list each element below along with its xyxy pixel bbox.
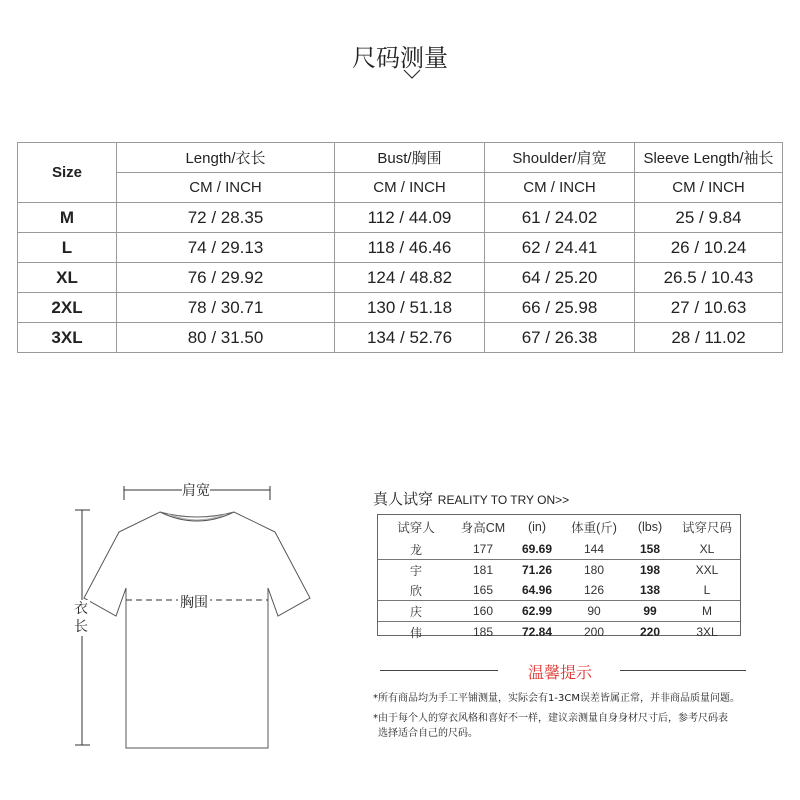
- tryon-table-box: [377, 514, 741, 640]
- unit-header: CM / INCH: [485, 173, 635, 203]
- column-header: Sleeve Length/袖长: [635, 143, 783, 173]
- size-cell: 2XL: [18, 293, 117, 323]
- table-cell: 126: [583, 583, 605, 597]
- table-cell: 66 / 25.98: [485, 293, 635, 323]
- table-row: [378, 580, 740, 601]
- chevron-down-icon: [402, 68, 422, 80]
- table-row: [18, 203, 783, 233]
- column-header: (lbs): [637, 520, 663, 534]
- table-cell: 76 / 29.92: [117, 263, 335, 293]
- table-cell: 64.96: [521, 583, 553, 597]
- table-cell: 200: [562, 622, 626, 643]
- table-cell: 庆: [378, 601, 454, 622]
- size-cell: XL: [18, 263, 117, 293]
- column-header: 试穿人: [397, 521, 435, 535]
- table-cell: 72 / 28.35: [117, 203, 335, 233]
- table-row: [18, 323, 783, 353]
- tip-note: 选择适合自己的尺码。: [378, 728, 478, 739]
- table-cell: L: [703, 583, 711, 597]
- table-cell: 28 / 11.02: [635, 323, 783, 353]
- table-cell: 62.99: [512, 601, 562, 622]
- table-cell: 144: [583, 542, 605, 556]
- size-cell: L: [18, 233, 117, 263]
- column-header: (in): [527, 520, 547, 534]
- tryon-table: [378, 515, 740, 642]
- table-cell: 138: [639, 583, 661, 597]
- column-header: Shoulder/肩宽: [485, 143, 635, 173]
- table-cell: 118 / 46.46: [335, 233, 485, 263]
- size-chart-table: [17, 142, 783, 353]
- table-cell: 62 / 24.41: [485, 233, 635, 263]
- column-header: Bust/胸围: [335, 143, 485, 173]
- table-cell: 伟: [378, 622, 454, 643]
- table-cell: 67 / 26.38: [485, 323, 635, 353]
- tryon-title: [373, 488, 569, 509]
- table-cell: 61 / 24.02: [485, 203, 635, 233]
- table-cell: 198: [626, 560, 674, 581]
- table-cell: 71.26: [512, 560, 562, 581]
- tryon-title-en: REALITY TO TRY ON>>: [437, 493, 570, 507]
- table-cell: M: [674, 601, 740, 622]
- table-cell: 112 / 44.09: [335, 203, 485, 233]
- table-cell: 160: [454, 601, 512, 622]
- table-cell: 158: [639, 542, 661, 556]
- shoulder-label: 肩宽: [182, 480, 210, 500]
- table-cell: 220: [626, 622, 674, 643]
- table-row: [378, 622, 740, 643]
- table-cell: XL: [699, 542, 715, 556]
- table-cell: 134 / 52.76: [335, 323, 485, 353]
- table-cell: 3XL: [674, 622, 740, 643]
- column-header: 体重(斤): [571, 521, 617, 535]
- size-header: Size: [18, 143, 117, 203]
- table-cell: 177: [472, 542, 494, 556]
- table-row: [18, 263, 783, 293]
- unit-header: CM / INCH: [117, 173, 335, 203]
- table-cell: 99: [626, 601, 674, 622]
- unit-header: CM / INCH: [635, 173, 783, 203]
- tip-note: *由于每个人的穿衣风格和喜好不一样，建议亲测量自身身材尺寸后，参考尺码表: [373, 713, 728, 724]
- table-cell: 64 / 25.20: [485, 263, 635, 293]
- table-cell: 130 / 51.18: [335, 293, 485, 323]
- size-cell: 3XL: [18, 323, 117, 353]
- bust-label: 胸围: [178, 592, 210, 612]
- table-cell: 80 / 31.50: [117, 323, 335, 353]
- table-cell: 龙: [409, 542, 422, 557]
- table-cell: 90: [562, 601, 626, 622]
- table-cell: 124 / 48.82: [335, 263, 485, 293]
- table-cell: 25 / 9.84: [635, 203, 783, 233]
- table-cell: 180: [562, 560, 626, 581]
- table-cell: 165: [472, 583, 494, 597]
- table-cell: 26 / 10.24: [635, 233, 783, 263]
- table-cell: 185: [454, 622, 512, 643]
- unit-header: CM / INCH: [335, 173, 485, 203]
- table-row: [378, 539, 740, 560]
- column-header: Length/衣长: [117, 143, 335, 173]
- table-cell: 欣: [409, 583, 422, 598]
- table-cell: 宇: [378, 560, 454, 581]
- length-label: 衣 长: [74, 601, 88, 635]
- table-cell: 78 / 30.71: [117, 293, 335, 323]
- column-header: 身高CM: [460, 521, 506, 535]
- table-cell: 69.69: [521, 542, 553, 556]
- table-row: [18, 293, 783, 323]
- table-row: [378, 601, 740, 622]
- table-cell: 181: [454, 560, 512, 581]
- divider: [380, 670, 498, 671]
- page-title: 尺码测量: [352, 44, 448, 72]
- tips-title: 温馨提示: [500, 660, 620, 683]
- table-cell: 74 / 29.13: [117, 233, 335, 263]
- table-row: [378, 560, 740, 581]
- table-cell: 26.5 / 10.43: [635, 263, 783, 293]
- tshirt-diagram: [60, 470, 320, 750]
- table-row: [18, 233, 783, 263]
- divider: [612, 670, 746, 671]
- tryon-title-cn: 真人试穿: [373, 490, 434, 508]
- table-cell: XXL: [674, 560, 740, 581]
- size-cell: M: [18, 203, 117, 233]
- table-cell: 27 / 10.63: [635, 293, 783, 323]
- column-header: 试穿尺码: [681, 521, 732, 535]
- tip-note: *所有商品均为手工平铺测量，实际会有1-3CM误差皆属正常，并非商品质量问题。: [373, 693, 740, 704]
- table-cell: 72.84: [512, 622, 562, 643]
